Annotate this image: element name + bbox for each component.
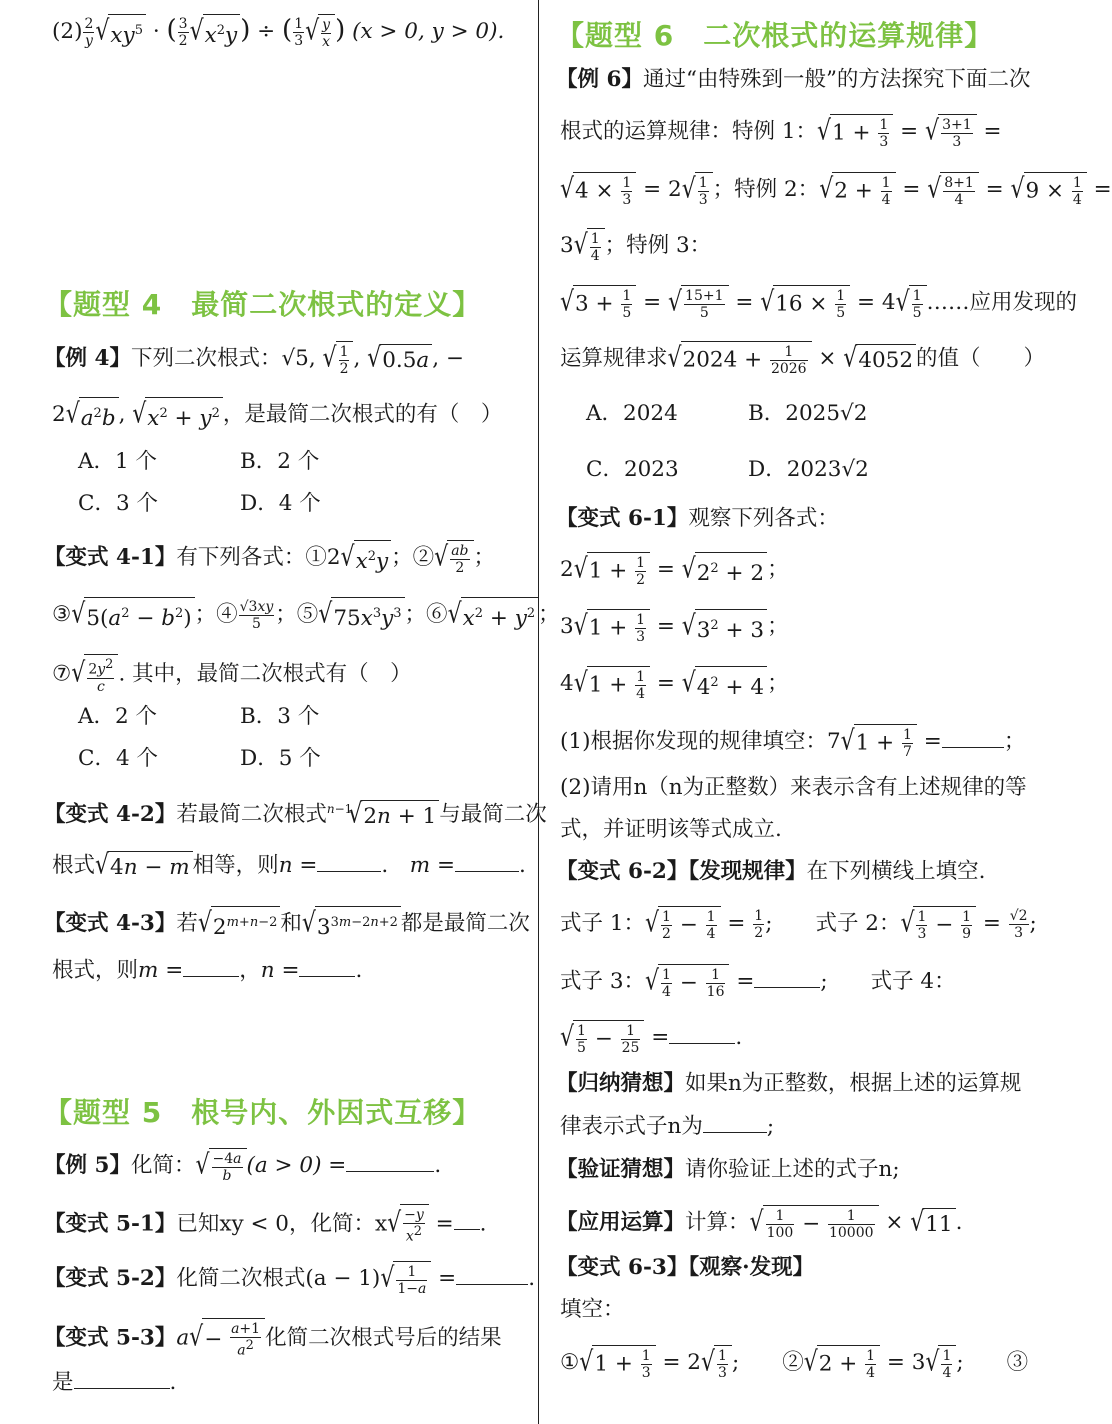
answer-blank-n2[interactable] xyxy=(299,958,355,977)
answer-blank-6-2a[interactable] xyxy=(754,969,820,988)
variant-4-1-option-d[interactable]: D．5 个 xyxy=(240,746,321,771)
variant-6-1-eq-3: 4√1 + $\frac{1}{4}$ = $√4^2 + 4$ ； xyxy=(560,667,789,703)
example-6-option-d[interactable]: D．2023√2 xyxy=(748,457,869,482)
variant-6-1-question-1: (1)根据你发现的规律填空：7√1 + $\frac{1}{7}$ = ； xyxy=(560,725,1026,760)
answer-blank-5-2[interactable] xyxy=(456,1266,528,1285)
variant-6-2-formulas-1-2: 式子 1：√ $\frac{1}{2}$ − $\frac{1}{4}$ = $\frac{1}{2}$ ; 式子 2：√ $\frac{1}{3}$ − $\frac{1}{9}$ = $\frac{√2}{3}$ ; xyxy=(560,907,1037,942)
section-5-title: 【题型 5 根号内、外因式互移】 xyxy=(44,1096,482,1129)
variant-6-2-verify: 【验证猜想】请你验证上述的式子n; xyxy=(556,1157,900,1182)
answer-blank-6-2c[interactable] xyxy=(703,1114,767,1133)
variant-4-2-line-1: 【变式 4-2】若最简二次根式$^{n-1}$√2n + 1 与最简二次 xyxy=(44,798,547,831)
variant-4-1-line-2: $③√5(a^2 - b^2)$ ；④ $\frac{√3xy}{5}$ ；$⑤√75x^3y^3$ ；$⑥√x^2 + y^2$ ； xyxy=(52,598,560,632)
problem-2-expression: (2) $\frac{2}{y}$ $√xy^5$ · ( $\frac{3}{2}$ $√x^2y$ ) ÷ ( $\frac{1}{3}$ √ $\frac{y}{x}$ ) (x > 0, y > 0). xyxy=(52,15,505,51)
variant-4-1-line-1: 【变式 4-1】有下列各式：$①2√x^2y$ ；②√ $\frac{ab}{2}$ ； xyxy=(44,541,496,577)
variant-4-1-option-b[interactable]: B．3 个 xyxy=(240,704,320,729)
variant-4-3-line-1: 【变式 4-3】若$√2^{m+n-2}$ 和$√3^{3m-2n+2}$ 都是最简二次 xyxy=(44,907,530,941)
variant-4-1-line-3: ⑦√ $\frac{2y2}{c}$ . 其中，最简二次根式有（ ） xyxy=(52,654,412,695)
answer-blank-m[interactable] xyxy=(455,853,519,872)
answer-blank-n[interactable] xyxy=(317,853,381,872)
example-6-line-3: √4 × $\frac{1}{3}$ = 2√ $\frac{1}{3}$ ；特例 2：√2 + $\frac{1}{4}$ = √ $\frac{8+1}{4}$ = √9 × $\frac{1}{4}$ = xyxy=(560,173,1112,208)
variant-6-1-line: 【变式 6-1】观察下列各式： xyxy=(556,506,839,531)
variant-6-1-question-2a: (2)请用n（n为正整数）来表示含有上述规律的等 xyxy=(560,775,1027,800)
example-6-line-5: √3 + $\frac{1}{5}$ = √ $\frac{15+1}{5}$ = √16 × $\frac{1}{5}$ = 4√ $\frac{1}{5}$ ……应用发现的 xyxy=(560,286,1078,321)
variant-6-1-eq-2: 3√1 + $\frac{1}{3}$ = $√3^2 + 3$ ； xyxy=(560,610,789,646)
answer-blank-6-1[interactable] xyxy=(942,729,1004,748)
variant-6-2-line: 【变式 6-2】【发现规律】在下列横线上填空. xyxy=(556,859,986,884)
variant-5-2-line: 【变式 5-2】化简二次根式(a − 1)√ $\frac{1}{1-a}$ = . xyxy=(44,1262,536,1297)
example-6-option-b[interactable]: B．2025√2 xyxy=(748,401,868,426)
variant-6-1-eq-1: 2√1 + $\frac{1}{2}$ = $√2^2 + 2$ ； xyxy=(560,553,789,589)
variant-6-2-guess-line-1: 【归纳猜想】如果n为正整数，根据上述的运算规 xyxy=(556,1071,1022,1096)
variant-6-1-question-2b: 式，并证明该等式成立. xyxy=(560,817,782,842)
answer-blank-m2[interactable] xyxy=(183,958,239,977)
example-4-option-a[interactable]: A．1 个 xyxy=(78,449,158,474)
column-divider xyxy=(538,0,539,1424)
variant-6-2-formula-4-expr: √ $\frac{1}{5}$ − $\frac{1}{25}$ = . xyxy=(560,1021,743,1056)
example-5-line: 【例 5】化简：√ $\frac{-4a}{b}$ (a > 0) = . xyxy=(44,1149,442,1184)
variant-6-3-items: ①√1 + $\frac{1}{3}$ = 2√ $\frac{1}{3}$ ; ②√2 + $\frac{1}{4}$ = 3√ $\frac{1}{4}$ ; ③ xyxy=(560,1346,1029,1381)
variant-6-2-apply: 【应用运算】计算：√ $\frac{1}{100}$ − $\frac{1}{10000}$ × √11 . xyxy=(556,1206,963,1241)
variant-5-1-line: 【变式 5-1】已知xy < 0，化简：x√ $\frac{-y}{x2}$ = . xyxy=(44,1204,487,1245)
variant-4-1-option-c[interactable]: C．4 个 xyxy=(78,746,158,771)
variant-6-2-guess-line-2: 律表示式子n为 ; xyxy=(560,1114,775,1139)
answer-blank-5-1[interactable] xyxy=(454,1211,480,1230)
answer-blank-6-2b[interactable] xyxy=(669,1025,735,1044)
answer-blank-ex5[interactable] xyxy=(346,1153,434,1172)
example-6-line-1: 【例 6】通过“由特殊到一般”的方法探究下面二次 xyxy=(556,67,1031,92)
variant-6-3-line: 【变式 6-3】【观察·发现】 xyxy=(556,1255,815,1280)
variant-6-2-formulas-3-4: 式子 3：√ $\frac{1}{4}$ − $\frac{1}{16}$ = ; 式子 4： xyxy=(560,965,956,1000)
variant-5-3-line-2: 是 . xyxy=(52,1370,177,1395)
example-4-option-d[interactable]: D．4 个 xyxy=(240,491,321,516)
variant-4-3-line-2: 根式，则m = ，n = . xyxy=(52,958,363,983)
example-4-option-c[interactable]: C．3 个 xyxy=(78,491,158,516)
example-6-line-2: 根式的运算规律：特例 1：√1 + $\frac{1}{3}$ = √ $\frac{3+1}{3}$ = xyxy=(560,115,1002,150)
example-6-option-a[interactable]: A．2024 xyxy=(586,401,678,426)
example-4-line-2: $2√a^2b$ , $√x^2 + y^2$ ，是最简二次根式的有（ ） xyxy=(52,398,503,432)
variant-4-2-line-2: 根式√4n − m 相等，则n = . m = . xyxy=(52,849,526,881)
section-4-title: 【题型 4 最简二次根式的定义】 xyxy=(44,288,482,321)
example-4-option-b[interactable]: B．2 个 xyxy=(240,449,320,474)
variant-4-1-option-a[interactable]: A．2 个 xyxy=(78,704,158,729)
example-4-line-1: 【例 4】下列二次根式：√5, √ $\frac{1}{2}$ , √0.5a , − xyxy=(44,342,464,377)
example-6-option-c[interactable]: C．2023 xyxy=(586,457,679,482)
example-6-line-4: 3√ $\frac{1}{4}$ ；特例 3： xyxy=(560,229,712,264)
variant-6-3-fill-label: 填空： xyxy=(560,1297,625,1322)
example-6-line-6: 运算规律求√2024 + $\frac{1}{2026}$ × √4052 的值（ ） xyxy=(560,342,1046,377)
answer-blank-5-3[interactable] xyxy=(74,1370,170,1389)
section-6-title: 【题型 6 二次根式的运算规律】 xyxy=(556,19,994,52)
variant-5-3-line-1: 【变式 5-3】a√− $\frac{a+1}{a2}$ 化简二次根式号后的结果 xyxy=(44,1318,502,1359)
